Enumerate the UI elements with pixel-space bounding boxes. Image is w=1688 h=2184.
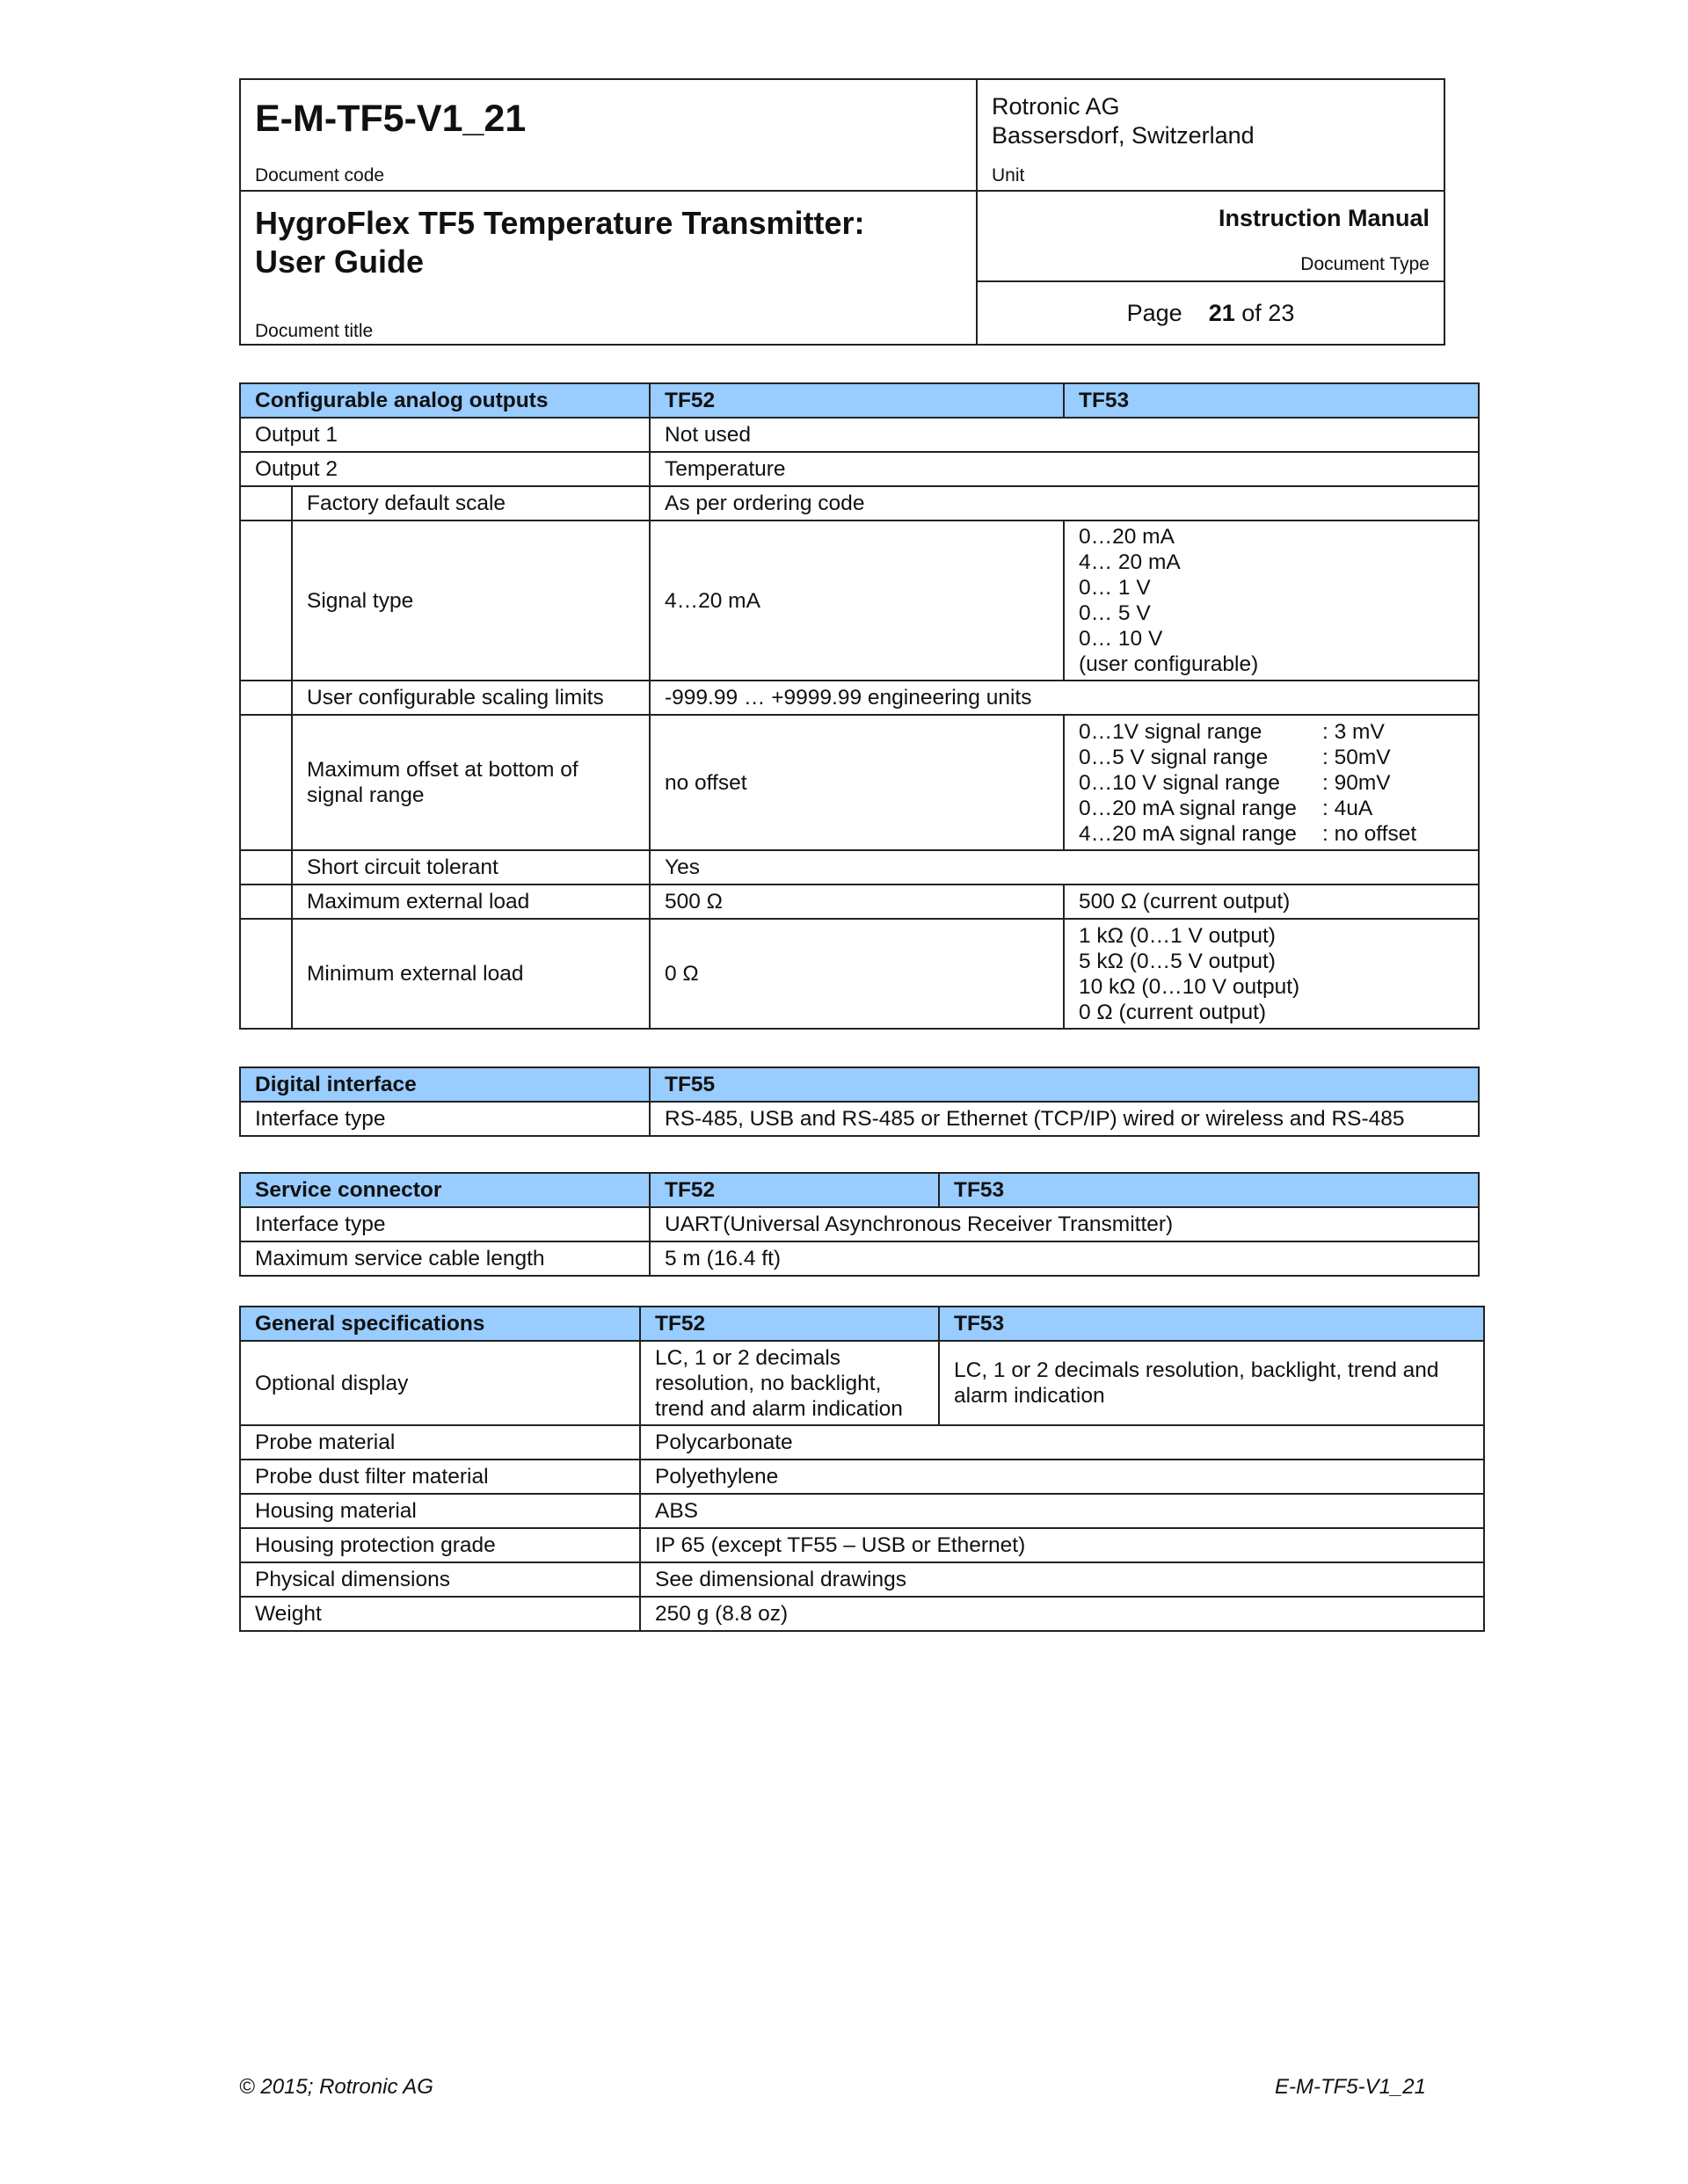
row-value: LC, 1 or 2 decimals resolution, backlight, trend and alarm indication	[939, 1341, 1484, 1425]
row-value: 1 kΩ (0…1 V output) 5 kΩ (0…5 V output) 10 kΩ (0…10 V output) 0 Ω (current output)	[1064, 919, 1479, 1029]
header-cell: Service connector	[240, 1173, 650, 1207]
row-label: User configurable scaling limits	[292, 681, 650, 715]
row-label: Output 2	[240, 452, 650, 486]
row-value: Yes	[650, 850, 1479, 885]
row-label: Short circuit tolerant	[292, 850, 650, 885]
header-cell: General specifications	[240, 1307, 640, 1341]
row-label: Probe material	[240, 1425, 640, 1460]
row-value: As per ordering code	[650, 486, 1479, 521]
page-current: 21	[1208, 299, 1235, 326]
doc-type-cell	[977, 191, 1444, 281]
general-specifications-table	[239, 1306, 1485, 1632]
table-row	[240, 919, 1479, 1029]
row-label: Maximum external load	[292, 885, 650, 919]
row-label: Signal type	[292, 521, 650, 681]
table-row	[240, 850, 1479, 885]
row-value: Not used	[650, 418, 1479, 452]
indent-cell	[240, 850, 292, 885]
document-header	[239, 78, 1445, 346]
table-row	[240, 681, 1479, 715]
row-value: LC, 1 or 2 decimals resolution, no backlight, trend and alarm indication	[640, 1341, 939, 1425]
offset-range: 0…20 mA signal range	[1079, 796, 1297, 820]
row-label: Output 1	[240, 418, 650, 452]
table-row	[240, 1528, 1484, 1562]
table-row	[240, 1241, 1479, 1276]
row-value: Polycarbonate	[640, 1425, 1484, 1460]
offset-range: 0…10 V signal range	[1079, 770, 1280, 795]
row-label: Interface type	[240, 1102, 650, 1136]
indent-cell	[240, 885, 292, 919]
row-label: Housing protection grade	[240, 1528, 640, 1562]
doc-title-cell	[240, 191, 977, 345]
footer-doc-code: E-M-TF5-V1_21	[1274, 2075, 1426, 2099]
row-value: IP 65 (except TF55 – USB or Ethernet)	[640, 1528, 1484, 1562]
table-row	[240, 1425, 1484, 1460]
header-cell: TF53	[939, 1173, 1479, 1207]
row-value: no offset	[650, 715, 1064, 850]
row-label: Weight	[240, 1597, 640, 1631]
header-cell: Configurable analog outputs	[240, 383, 650, 418]
table-row	[240, 1341, 1484, 1425]
doc-title: HygroFlex TF5 Temperature Transmitter: User Guide	[255, 205, 865, 280]
table-row	[240, 1597, 1484, 1631]
row-value: UART(Universal Asynchronous Receiver Transmitter)	[650, 1207, 1479, 1241]
row-value: 250 g (8.8 oz)	[640, 1597, 1484, 1631]
offset-ranges-cell	[1064, 715, 1479, 850]
offset-value-list	[1322, 719, 1416, 847]
table-row	[240, 715, 1479, 850]
row-value: 4…20 mA	[650, 521, 1064, 681]
table-row	[240, 885, 1479, 919]
indent-cell	[240, 486, 292, 521]
header-cell: TF52	[650, 1173, 939, 1207]
doc-type-label: Document Type	[1300, 254, 1430, 274]
indent-cell	[240, 715, 292, 850]
row-value: ABS	[640, 1494, 1484, 1528]
header-cell: TF55	[650, 1067, 1479, 1102]
row-value: See dimensional drawings	[640, 1562, 1484, 1597]
row-value: 0…20 mA 4… 20 mA 0… 1 V 0… 5 V 0… 10 V (user configurable)	[1064, 521, 1479, 681]
unit-label: Unit	[992, 165, 1025, 186]
doc-code-label: Document code	[255, 165, 385, 186]
row-label: Minimum external load	[292, 919, 650, 1029]
indent-cell	[240, 521, 292, 681]
table-row	[240, 1207, 1479, 1241]
row-value: Polyethylene	[640, 1460, 1484, 1494]
row-label: Physical dimensions	[240, 1562, 640, 1597]
row-label: Housing material	[240, 1494, 640, 1528]
table-row	[240, 1494, 1484, 1528]
table-row	[240, 1102, 1479, 1136]
page-total: of 23	[1241, 299, 1295, 326]
offset-value: : 3 mV	[1322, 719, 1385, 744]
row-value: 0 Ω	[650, 919, 1064, 1029]
offset-range: 0…5 V signal range	[1079, 745, 1269, 769]
row-label: Maximum offset at bottom of signal range	[292, 715, 650, 850]
header-cell: TF52	[650, 383, 1064, 418]
doc-type: Instruction Manual	[1218, 205, 1430, 231]
indent-cell	[240, 681, 292, 715]
table-row	[240, 486, 1479, 521]
table-row	[240, 521, 1479, 681]
analog-outputs-table	[239, 382, 1480, 1030]
indent-cell	[240, 919, 292, 1029]
digital-interface-table	[239, 1067, 1480, 1137]
offset-range: 4…20 mA signal range	[1079, 821, 1297, 846]
row-value: -999.99 … +9999.99 engineering units	[650, 681, 1479, 715]
table-header-row	[240, 383, 1479, 418]
header-cell: TF52	[640, 1307, 939, 1341]
row-label: Factory default scale	[292, 486, 650, 521]
page-word: Page	[1126, 299, 1182, 326]
offset-value: : no offset	[1322, 821, 1417, 846]
row-value: RS-485, USB and RS-485 or Ethernet (TCP/IP) wired or wireless and RS-485	[650, 1102, 1479, 1136]
offset-value: : 50mV	[1322, 745, 1391, 769]
table-header-row	[240, 1307, 1484, 1341]
table-header-row	[240, 1173, 1479, 1207]
unit-cell	[977, 79, 1444, 191]
row-label: Interface type	[240, 1207, 650, 1241]
offset-range: 0…1V signal range	[1079, 719, 1262, 744]
offset-range-list	[1079, 719, 1322, 847]
table-row	[240, 418, 1479, 452]
doc-code: E-M-TF5-V1_21	[255, 98, 527, 140]
header-cell: TF53	[939, 1307, 1484, 1341]
offset-value: : 4uA	[1322, 796, 1373, 820]
table-header-row	[240, 1067, 1479, 1102]
doc-title-label: Document title	[255, 321, 374, 341]
page-number-cell	[977, 281, 1444, 345]
company-name: Rotronic AG Bassersdorf, Switzerland	[992, 93, 1255, 149]
header-cell: TF53	[1064, 383, 1479, 418]
table-row	[240, 452, 1479, 486]
row-value: Temperature	[650, 452, 1479, 486]
doc-code-cell	[240, 79, 977, 191]
row-value: 500 Ω	[650, 885, 1064, 919]
table-row	[240, 1562, 1484, 1597]
row-value: 500 Ω (current output)	[1064, 885, 1479, 919]
table-row	[240, 1460, 1484, 1494]
row-label: Maximum service cable length	[240, 1241, 650, 1276]
footer-copyright: © 2015; Rotronic AG	[239, 2075, 433, 2099]
header-cell: Digital interface	[240, 1067, 650, 1102]
row-value: 5 m (16.4 ft)	[650, 1241, 1479, 1276]
offset-value: : 90mV	[1322, 770, 1391, 795]
row-label: Optional display	[240, 1341, 640, 1425]
row-label: Probe dust filter material	[240, 1460, 640, 1494]
service-connector-table	[239, 1172, 1480, 1277]
